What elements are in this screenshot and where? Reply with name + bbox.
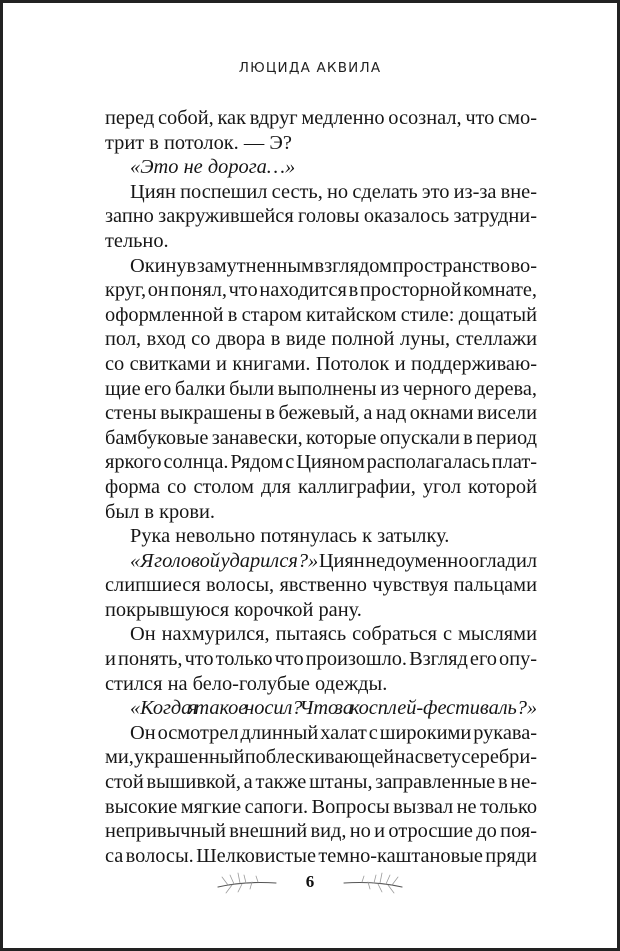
text-line: [105, 401, 537, 426]
line-text: непривычный внешний вид, но и отросшие до поя-: [105, 820, 537, 843]
text-line: [105, 106, 537, 131]
line-text: стился на бело-голубые одежды.: [105, 672, 388, 695]
line-text: пол, вход со двора в виде полной луны, стеллажи: [105, 328, 537, 351]
text-line: [105, 622, 537, 647]
text-line: [105, 745, 537, 770]
text-line: [105, 696, 537, 721]
line-text: стены выкрашены в бежевый, а над окнами висели: [105, 402, 537, 425]
text-line: [105, 500, 537, 525]
line-text: со свитками и книгами. Потолок и поддерживаю-: [105, 352, 537, 375]
text-line: [105, 844, 537, 869]
text-line: [105, 721, 537, 746]
page-footer: [3, 867, 617, 897]
line-text: высокие мягкие сапоги. Вопросы вызвал не только: [105, 795, 537, 818]
text-line: [105, 795, 537, 820]
text-line: [105, 131, 537, 156]
body-text: [105, 106, 537, 868]
line-text: Он нахмурился, пытаясь собраться с мыслями: [130, 623, 537, 646]
line-text: яркого солнца. Рядом с Цияном располагалась плат-: [105, 451, 537, 474]
line-text: Циян недоуменно огладил: [318, 549, 537, 572]
line-text: тельно.: [105, 229, 169, 252]
text-line: [105, 352, 537, 377]
line-text: Окинув замутненным взглядом пространство во-: [130, 254, 537, 277]
line-text: Рука невольно потянулась к затылку.: [130, 525, 450, 548]
text-line: [105, 549, 537, 574]
line-text: трит в потолок. — Э?: [105, 131, 292, 154]
branch-ornament-left-icon: [214, 867, 280, 897]
italic-thought: «Когда я такое носил? Что за косплей-фестиваль?»: [130, 697, 537, 720]
line-text: оформленной в старом китайском стиле: дощатый: [105, 303, 537, 326]
text-line: [105, 327, 537, 352]
text-line: [105, 819, 537, 844]
text-line: [105, 303, 537, 328]
text-line: [105, 573, 537, 598]
text-line: [105, 770, 537, 795]
text-line: [105, 450, 537, 475]
line-text: круг, он понял, что находится в просторной комнате,: [105, 279, 537, 302]
text-line: [105, 598, 537, 623]
line-text: слипшиеся волосы, явственно чувствуя пальцами: [105, 574, 537, 597]
text-line: [105, 155, 537, 180]
text-line: [105, 672, 537, 697]
line-text: форма со столом для каллиграфии, угол которой: [105, 475, 537, 498]
text-line: [105, 475, 537, 500]
line-text: покрывшуюся корочкой рану.: [105, 598, 362, 621]
text-line: [105, 254, 537, 279]
line-text: Он осмотрел длинный халат с широкими рукава-: [130, 721, 537, 744]
italic-thought: «Я головой ударился?»: [130, 549, 319, 572]
text-line: [105, 204, 537, 229]
line-text: был в крови.: [105, 500, 216, 523]
running-header-title: ЛЮЦИДА АКВИЛА: [238, 60, 382, 76]
text-line: [105, 524, 537, 549]
line-text: запно закружившейся головы оказалось затрудни-: [105, 205, 537, 228]
branch-ornament-right-icon: [340, 867, 406, 897]
italic-thought: «Это не дорога…»: [130, 156, 296, 179]
line-text: Циян поспешил сесть, но сделать это из-за вне-: [130, 180, 537, 203]
text-line: [105, 278, 537, 303]
line-text: стой вышивкой, а также штаны, заправленные в не-: [105, 771, 537, 794]
text-line: [105, 377, 537, 402]
text-line: [105, 426, 537, 451]
line-text: перед собой, как вдруг медленно осознал, что смо-: [105, 107, 537, 129]
text-line: [105, 647, 537, 672]
line-text: бамбуковые занавески, которые опускали в период: [105, 426, 537, 449]
book-page: [3, 3, 617, 948]
text-line: [105, 229, 537, 254]
text-line: [105, 180, 537, 205]
page-number: 6: [305, 872, 315, 891]
line-text: са волосы. Шелковистые темно-каштановые пряди: [105, 844, 537, 867]
line-text: и понять, что только что произошло. Взгляд его опу-: [105, 648, 537, 671]
line-text: щие его балки были выполнены из черного дерева,: [105, 377, 537, 400]
line-text: ми, украшенный поблескивающей на свету серебри-: [105, 746, 537, 769]
